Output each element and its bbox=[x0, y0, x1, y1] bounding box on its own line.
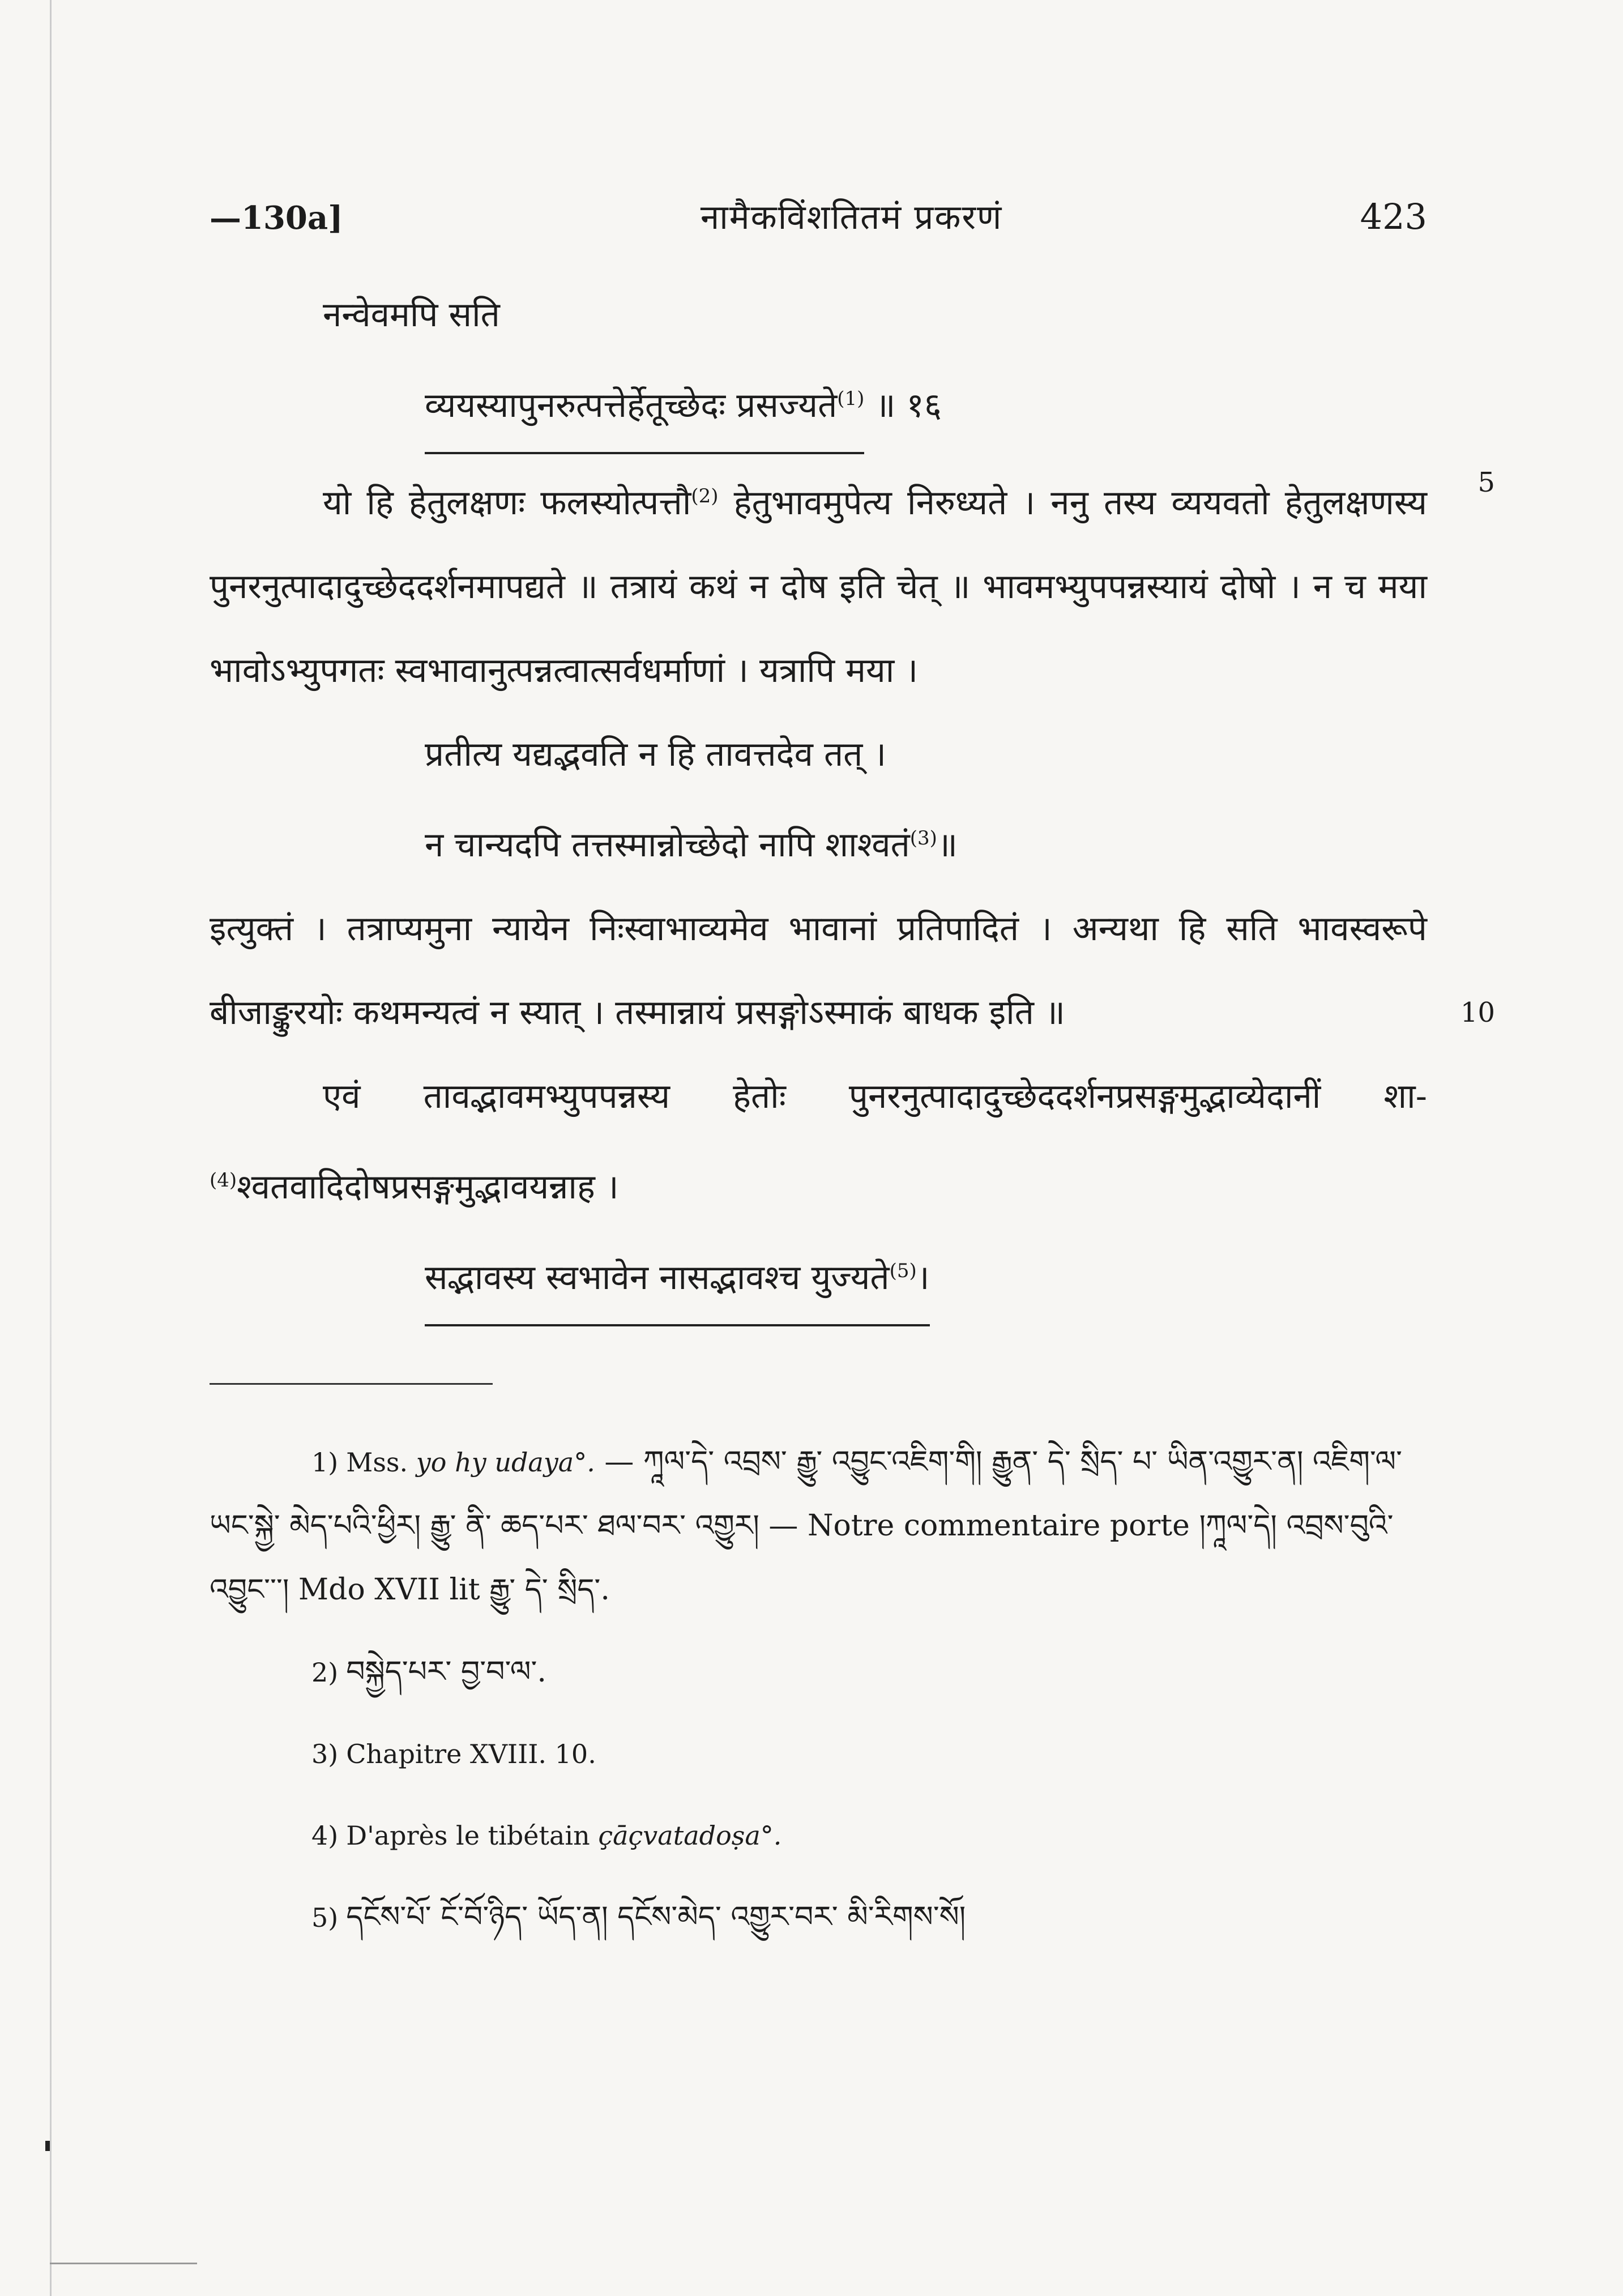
line-number-5: 5 bbox=[1477, 467, 1495, 498]
verse-line-b-text: न चान्यदपि तत्तस्मान्नोच्छेदो नापि शाश्वतं bbox=[425, 825, 910, 865]
footnote-3-marker: 3) bbox=[311, 1739, 339, 1769]
footnote-divider bbox=[210, 1383, 493, 1385]
page bbox=[210, 193, 1495, 1968]
footnote-ref-5: (5) bbox=[889, 1260, 917, 1282]
verse-16-number: ॥ १६ bbox=[875, 386, 942, 425]
footnote-1-italic: yo hy udaya°. bbox=[416, 1447, 595, 1478]
footnote-4 bbox=[210, 1804, 1427, 1867]
footnote-1-text: — ཀཱལ་དེ་ འབྲས་ རྒྱུ་ འབྱུང་འཇིག་གི། རྒྱུན་ དེ་ སྲིད་ པ་ ཡིན་འགྱུར་ན། འཇིག་ལ་ ཡང་སྐྱེ་ མེད་པའི་ཕྱིར། རྒྱུ་ ནི་ ཆད་པར་ ཐལ་བར་ འགྱུར། — Notre commentaire porte །ཀཱལ་དེ། འབྲས་བུའི་ འབྱུང་་་། Mdo XVII lit རྒྱུ་ དེ་ སྲིད་. bbox=[210, 1445, 1403, 1607]
footnote-ref-4: (4) bbox=[210, 1169, 237, 1192]
paragraph-3-start: एवं तावद्भावमभ्युपपन्नस्य हेतोः पुनरनुत्पादादुच्छेददर्शनप्रसङ्गमुद्भाव्येदानीं शा- bbox=[323, 1077, 1427, 1116]
footnote-4-marker: 4) bbox=[311, 1820, 339, 1851]
footnote-1-marker: 1) bbox=[311, 1447, 339, 1478]
footnote-4-prefix: D'après le tibétain bbox=[346, 1820, 599, 1851]
verse-line-b-end: ॥ bbox=[937, 825, 958, 865]
verse-line-b bbox=[210, 796, 1427, 887]
verse-16-text: व्ययस्यापुनरुत्पत्तेर्हेतूच्छेदः प्रसज्यते bbox=[425, 386, 838, 425]
paragraph-2 bbox=[210, 887, 1495, 1055]
footnote-ref-1: (1) bbox=[837, 387, 865, 410]
scan-edge-line bbox=[50, 0, 52, 2296]
page-number: 423 bbox=[1360, 196, 1427, 237]
footnote-3 bbox=[210, 1722, 1427, 1786]
footnote-5-text: དངོས་པོ་ ངོ་བོ་ཉིད་ ཡོད་ན། དངོས་མེད་ འགྱུར་བར་ མི་རིགས་སོ། bbox=[346, 1900, 966, 1934]
paragraph-3 bbox=[210, 1055, 1427, 1229]
footnote-2-text: བསྐྱེད་པར་ བྱ་བ་ལ་. bbox=[346, 1655, 546, 1689]
footnote-4-italic: çāçvatadoṣa°. bbox=[598, 1820, 782, 1851]
footnote-1 bbox=[210, 1430, 1427, 1622]
verse-final-end: । bbox=[916, 1258, 930, 1298]
footnote-5-marker: 5) bbox=[311, 1902, 339, 1933]
paragraph-1-start: यो हि हेतुलक्षणः फलस्योत्पत्तौ bbox=[323, 483, 691, 523]
paragraph-3-rest: श्वतवादिदोषप्रसङ्गमुद्भावयन्नाह । bbox=[237, 1167, 619, 1207]
footnote-1-prefix: Mss. bbox=[346, 1447, 416, 1478]
running-title: नामैकविंशतितमं प्रकरणं bbox=[700, 198, 1003, 237]
binding-mark bbox=[45, 2141, 50, 2151]
paragraph-2-text: इत्युक्तं । तत्राप्यमुना न्यायेन निःस्वाभाव्यमेव भावानां प्रतिपादितं । अन्यथा हि सति भावस्वरूपे बीजाङ्कुरयोः कथमन्यत्वं न स्यात् । तस्मान्नायं प्रसङ्गोऽस्माकं बाधक इति ॥ bbox=[210, 909, 1427, 1032]
footnote-5 bbox=[210, 1885, 1427, 1949]
line-number-10: 10 bbox=[1460, 997, 1495, 1028]
footnote-ref-2: (2) bbox=[691, 485, 719, 507]
main-text bbox=[210, 273, 1495, 1326]
page-reference: —130a] bbox=[210, 199, 343, 237]
verse-final-underlined bbox=[425, 1229, 930, 1326]
footnote-2-marker: 2) bbox=[311, 1657, 339, 1688]
verse-final bbox=[210, 1229, 1427, 1326]
verse-final-text: सद्भावस्य स्वभावेन नासद्भावश्च युज्यते bbox=[425, 1258, 890, 1298]
paragraph-1 bbox=[210, 454, 1495, 712]
scan-bottom-line bbox=[50, 2263, 197, 2264]
footnote-2 bbox=[210, 1640, 1427, 1704]
running-header bbox=[210, 193, 1427, 239]
verse-line-a: प्रतीत्य यद्यद्भवति न हि तावत्तदेव तत् । bbox=[425, 735, 887, 774]
footnote-3-text: Chapitre XVIII. 10. bbox=[346, 1739, 596, 1769]
paragraph-1-rest: हेतुभावमुपेत्य निरुध्यते । ननु तस्य व्ययवतो हेतुलक्षणस्य पुनरनुत्पादादुच्छेददर्शनमापद्यते ॥ तत्रायं कथं न दोष इति चेत् ॥ भावमभ्युपपन्नस्यायं दोषो । न च मया भावोऽभ्युपगतः स्वभावानुत्पन्नत्वात्सर्वधर्माणां । यत्रापि मया । bbox=[210, 483, 1427, 690]
intro-line: नन्वेवमपि सति bbox=[323, 295, 500, 335]
verse-16 bbox=[210, 357, 1427, 454]
verse-16-text-underlined bbox=[425, 357, 864, 454]
footnotes bbox=[210, 1430, 1427, 1949]
footnote-ref-3: (3) bbox=[909, 827, 937, 850]
